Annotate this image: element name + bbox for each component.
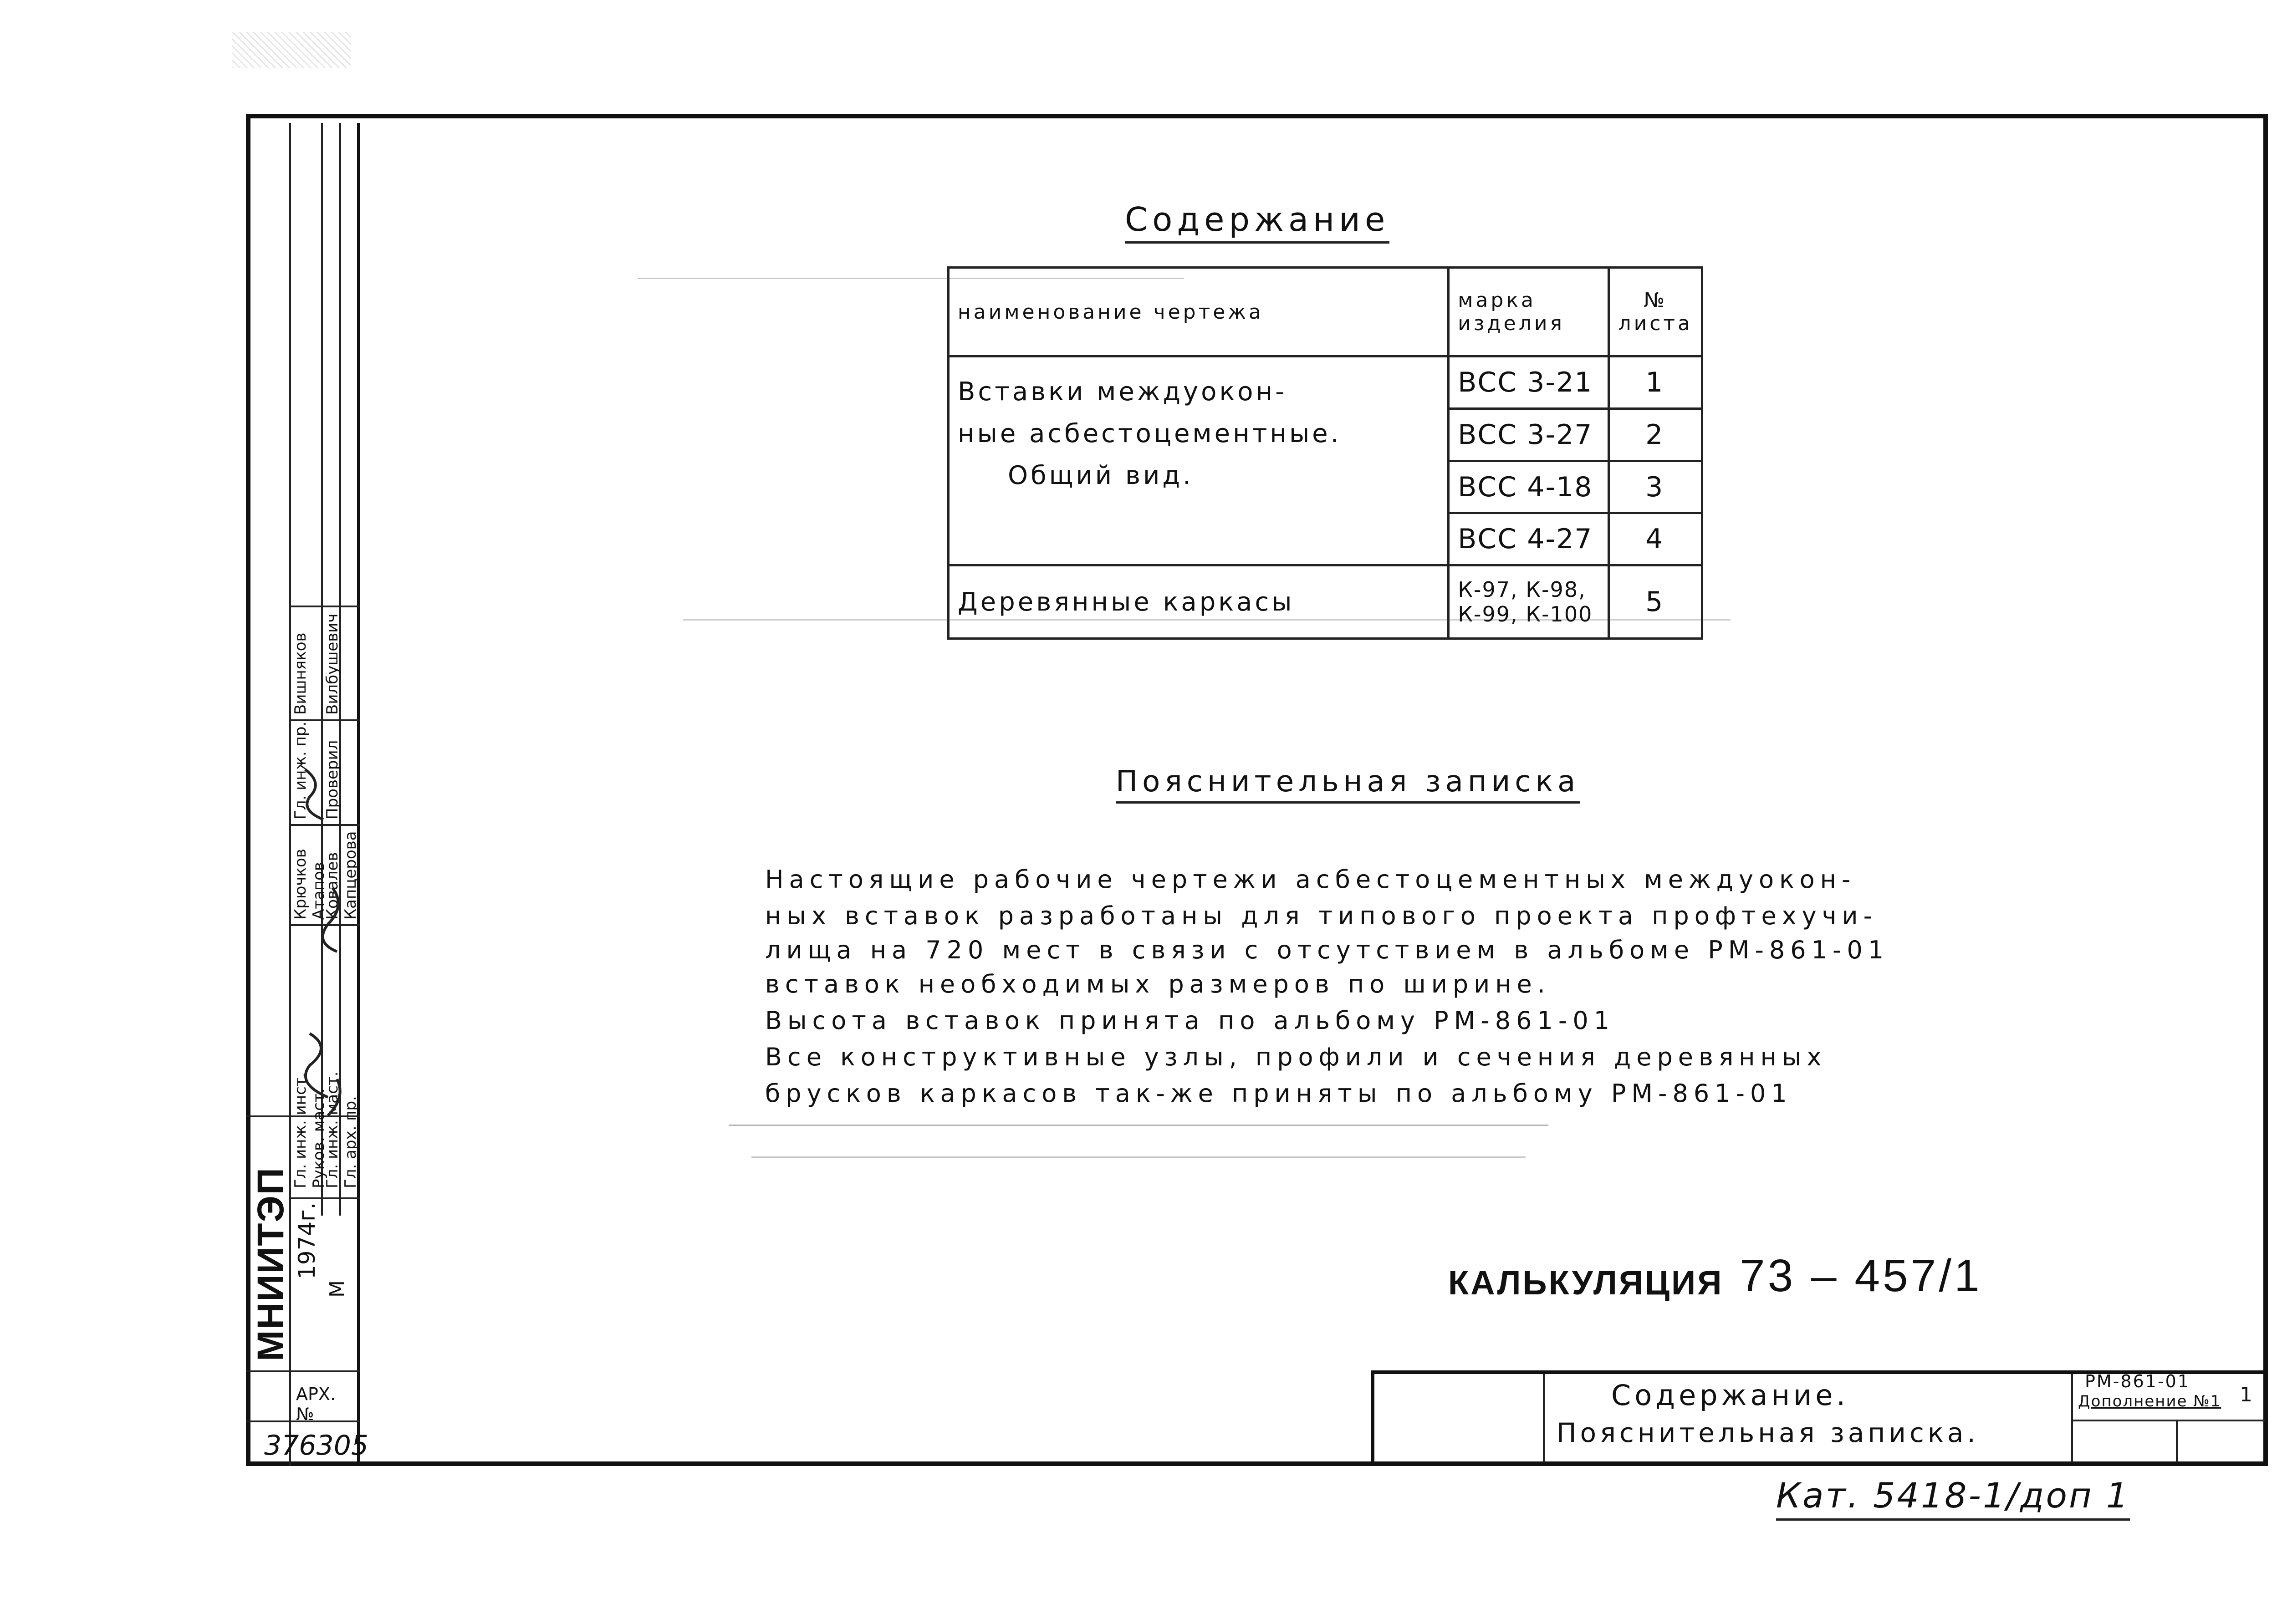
calc-number: 73 – 457/1	[1740, 1250, 1982, 1301]
stamp-name: Вилбушевич	[323, 613, 342, 715]
note-line: Настоящие рабочие чертежи асбестоцементных междуокон-	[765, 865, 1856, 894]
note-line: вставок необходимых размеров по ширине.	[765, 970, 1551, 998]
stamp-name: Капцерова	[342, 831, 360, 920]
sheet-cell: 5	[1609, 565, 1702, 639]
mark-cell: К-97, К-98, К-99, К-100	[1449, 565, 1609, 639]
group-name-cell	[949, 356, 1449, 565]
sheet-cell: 1	[1609, 356, 1702, 409]
sheet-cell: 4	[1609, 513, 1702, 565]
stamp-role: Гл. инж. инст.	[291, 1072, 310, 1188]
scan-line	[683, 619, 1731, 621]
stamp-name: Атапов	[310, 862, 328, 920]
title-block-divider	[2071, 1374, 2073, 1462]
catalog-reference: Кат. 5418-1/доп 1	[1776, 1475, 2130, 1521]
group-name-line: ные асбестоцементные.	[958, 419, 1342, 448]
group-name-cell: Деревянные каркасы	[949, 565, 1449, 639]
stamp-role: Гл. инж. маст.	[323, 1071, 342, 1188]
stamp-name: Ковалев	[323, 852, 342, 920]
stamp-arch-label: АРХ. №	[296, 1384, 336, 1424]
stamp-role: Проверил	[323, 740, 342, 820]
header-sheet: № листа	[1609, 268, 1702, 356]
stamp-divider	[289, 606, 360, 607]
title-block-line: Пояснительная записка.	[1557, 1417, 1979, 1448]
stamp-name: Вишняков	[291, 632, 310, 715]
mark-cell: ВСС 4-18	[1449, 461, 1609, 513]
title-block-divider	[2176, 1420, 2178, 1462]
left-stamp	[246, 123, 369, 1466]
contents-title: Содержание	[1125, 200, 1389, 244]
scan-line	[638, 278, 1184, 279]
sheet-cell: 3	[1609, 461, 1702, 513]
stamp-year: 1974г.	[294, 1202, 320, 1279]
signatures-graphic	[296, 751, 355, 1161]
table-header-row	[949, 268, 1702, 356]
title-block-album: РМ-861-01	[2085, 1371, 2190, 1391]
title-block-supplement: Дополнение №1	[2078, 1392, 2221, 1410]
title-block-line: Содержание.	[1611, 1379, 1849, 1412]
note-line: Высота вставок принята по альбому РМ-861-01	[765, 1006, 1615, 1035]
note-line: лища на 720 мест в связи с отсутствием в альбоме РМ-861-01	[765, 936, 1889, 964]
note-line: Все конструктивные узлы, профили и сечения деревянных	[765, 1043, 1827, 1071]
title-block-sheet: 1	[2240, 1383, 2252, 1406]
note-line: ных вставок разработаны для типового проекта профтехучи-	[765, 901, 1878, 930]
calc-label: КАЛЬКУЛЯЦИЯ	[1448, 1264, 1724, 1302]
scan-line	[751, 1156, 1526, 1158]
header-mark: марка изделия	[1449, 268, 1609, 356]
table-row	[949, 565, 1702, 639]
scan-speckle	[232, 32, 351, 68]
group-name-line: Общий вид.	[1008, 461, 1194, 490]
contents-table	[947, 266, 1703, 640]
table-row	[949, 356, 1702, 409]
mark-cell: ВСС 3-27	[1449, 408, 1609, 461]
stamp-role: Гл. арх. пр.	[342, 1096, 360, 1188]
stamp-divider	[289, 1197, 360, 1199]
mark-cell: ВСС 4-27	[1449, 513, 1609, 565]
stamp-scale: М	[326, 1280, 349, 1298]
title-block-divider	[1543, 1374, 1545, 1462]
title-block	[1371, 1370, 2268, 1466]
sheet-cell: 2	[1609, 408, 1702, 461]
stamp-role: Руков. маст.	[310, 1088, 328, 1188]
title-block-divider	[2071, 1420, 2265, 1421]
stamp-name: Крючков	[291, 849, 310, 920]
mark-cell: ВСС 3-21	[1449, 356, 1609, 409]
stamp-role: Гл. инж. пр.	[291, 721, 310, 820]
stamp-divider	[246, 1370, 360, 1372]
group-name-line: Вставки междуокон-	[958, 377, 1287, 407]
stamp-org: МНИИТЭП	[250, 1167, 291, 1361]
stamp-arch-number: 376305	[264, 1430, 369, 1461]
note-title: Пояснительная записка	[1116, 765, 1580, 804]
header-name: наименование чертежа	[949, 268, 1449, 356]
note-line: брусков каркасов так-же приняты по альбому РМ-861-01	[765, 1079, 1792, 1108]
stamp-divider	[289, 719, 360, 721]
scan-line	[729, 1125, 1548, 1126]
